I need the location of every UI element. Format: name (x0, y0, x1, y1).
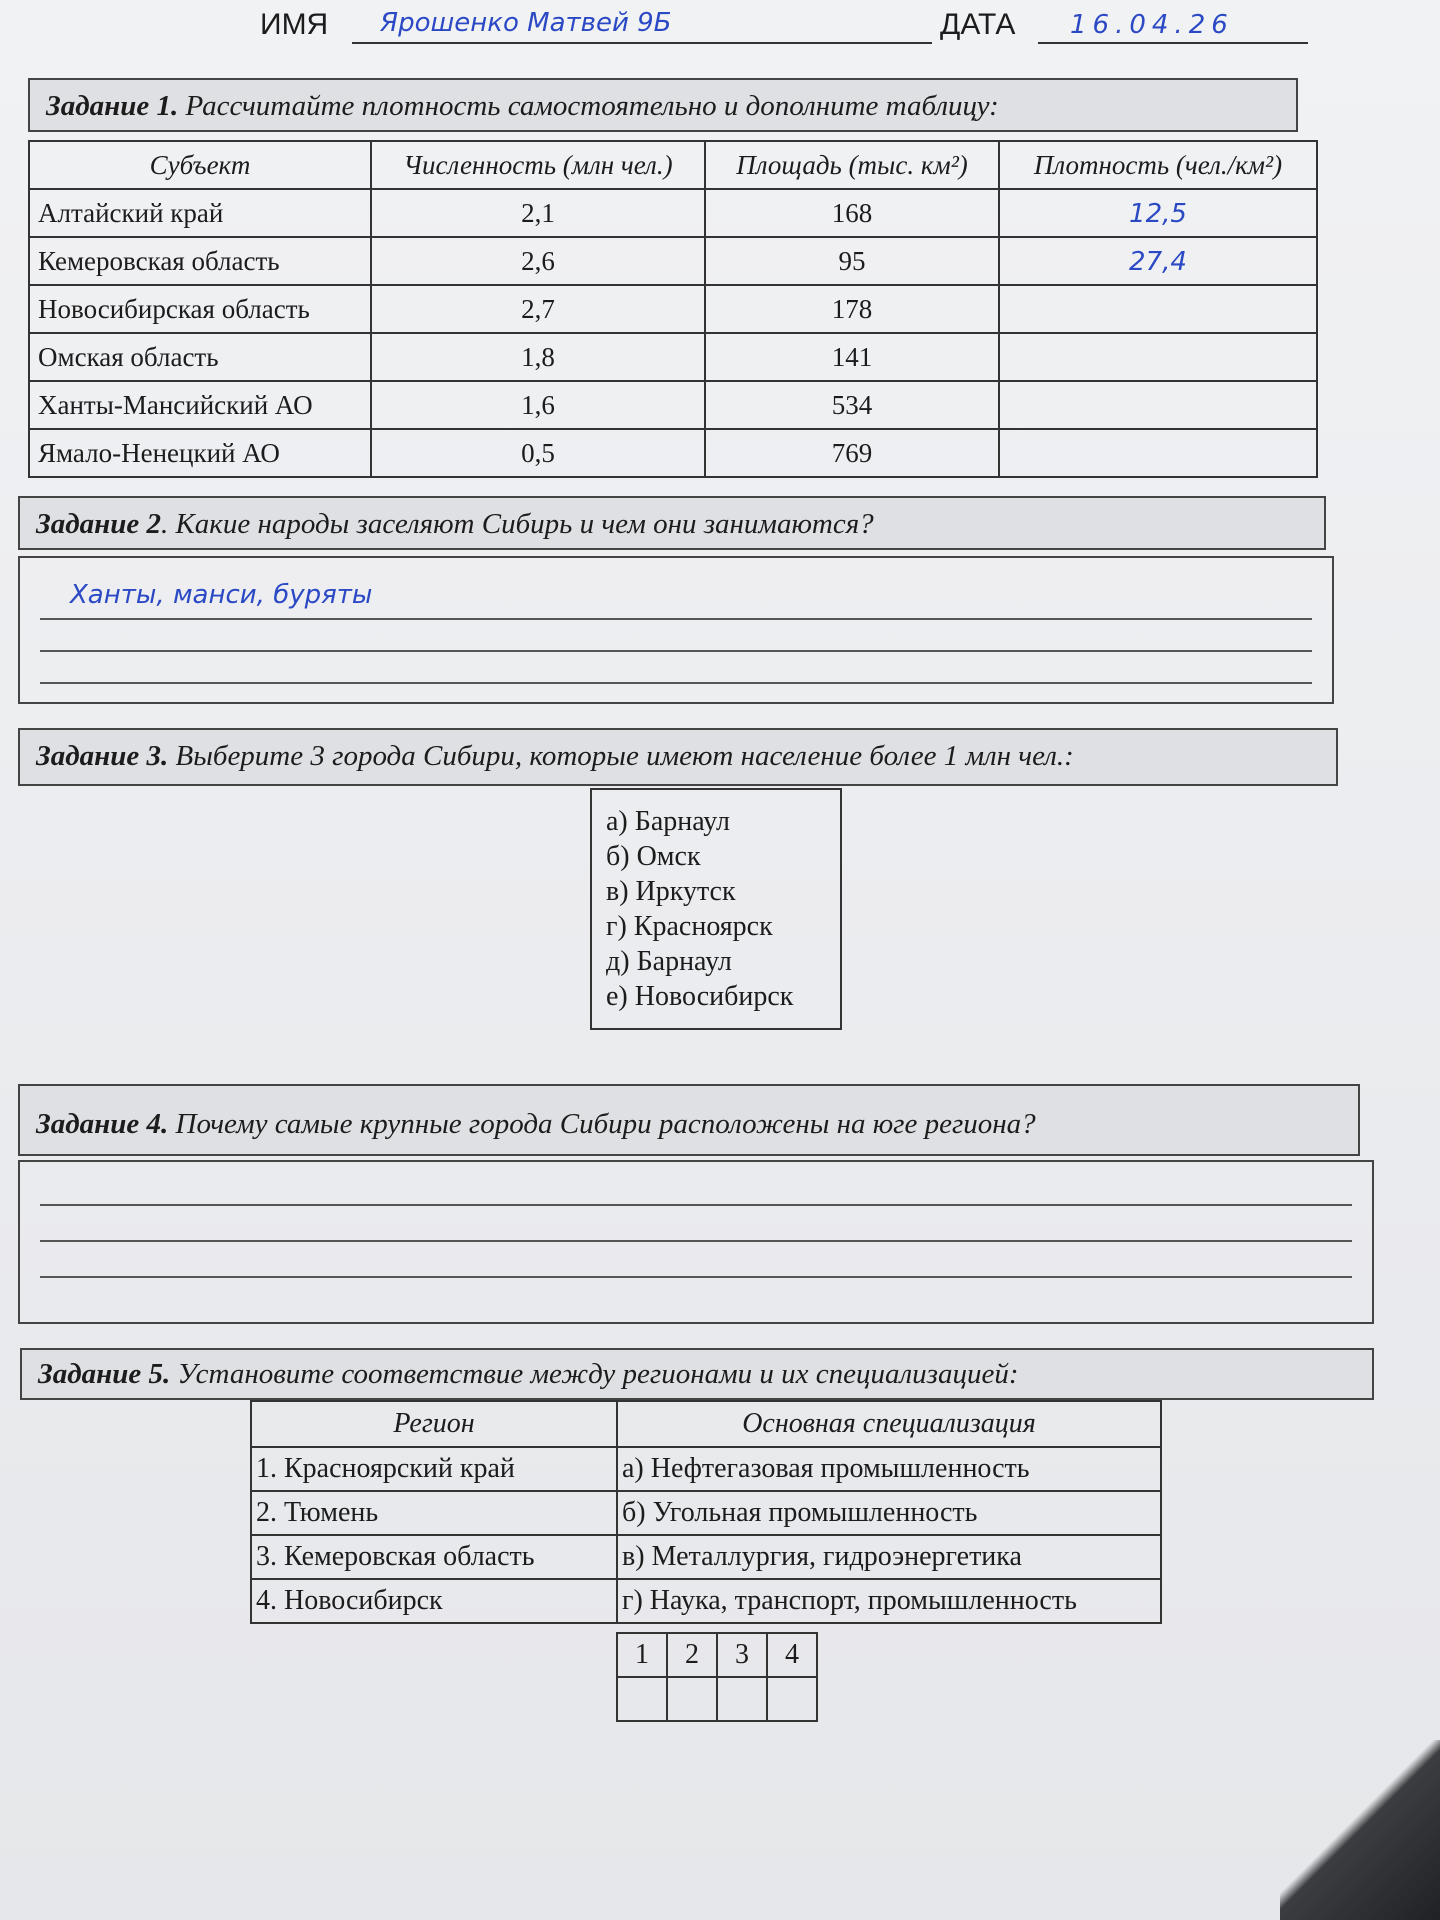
table-row (29, 381, 1317, 429)
specialization-cell: а) Нефтегазовая промышленность (617, 1447, 1161, 1491)
answer-grid-number: 2 (667, 1633, 717, 1677)
area-cell: 178 (705, 285, 999, 333)
table-header-row (29, 141, 1317, 189)
header (260, 8, 1310, 48)
task4-answer-box[interactable] (18, 1160, 1374, 1324)
answer-grid-number: 1 (617, 1633, 667, 1677)
name-label: ИМЯ (260, 8, 329, 41)
region-cell: 3. Кемеровская область (251, 1535, 617, 1579)
answer-line (40, 682, 1312, 684)
background-corner (1280, 1740, 1440, 1920)
density-handwriting: 27,4 (1129, 246, 1187, 277)
specialization-cell: б) Угольная промышленность (617, 1491, 1161, 1535)
matching-table (250, 1400, 1162, 1624)
area-cell: 534 (705, 381, 999, 429)
table-row (29, 237, 1317, 285)
column-header: Субъект (29, 141, 371, 189)
area-cell: 95 (705, 237, 999, 285)
table-row (29, 285, 1317, 333)
table-row (251, 1535, 1161, 1579)
answer-grid-cell[interactable] (667, 1677, 717, 1721)
task5-text: Установите соответствие между регионами и их специализацией: (170, 1358, 1019, 1390)
density-cell[interactable] (999, 237, 1317, 285)
density-cell[interactable] (999, 429, 1317, 477)
task2-answer-box[interactable] (18, 556, 1334, 704)
region-cell: 1. Красноярский край (251, 1447, 617, 1491)
answer-grid-cell[interactable] (617, 1677, 667, 1721)
density-cell[interactable] (999, 189, 1317, 237)
option-item[interactable]: а) Барнаул (606, 806, 730, 837)
region-cell: 4. Новосибирск (251, 1579, 617, 1623)
specialization-cell: в) Металлургия, гидроэнергетика (617, 1535, 1161, 1579)
task1-number: Задание 1. (46, 90, 179, 122)
table-row (29, 429, 1317, 477)
column-header: Численность (млн чел.) (371, 141, 705, 189)
table-row (251, 1579, 1161, 1623)
date-handwriting: 16.04.26 (1070, 10, 1234, 40)
population-cell: 1,6 (371, 381, 705, 429)
option-item[interactable]: г) Красноярск (606, 911, 773, 942)
table-row (29, 333, 1317, 381)
density-handwriting: 12,5 (1129, 198, 1187, 229)
area-cell: 769 (705, 429, 999, 477)
task1-title (28, 78, 1298, 132)
option-item[interactable]: д) Барнаул (606, 946, 732, 977)
answer-grid (616, 1632, 818, 1722)
specialization-cell: г) Наука, транспорт, промышленность (617, 1579, 1161, 1623)
subject-cell: Ямало-Ненецкий АО (29, 429, 371, 477)
column-header: Регион (251, 1401, 617, 1447)
answer-grid-cell[interactable] (767, 1677, 817, 1721)
table-row (251, 1491, 1161, 1535)
answer-line (40, 650, 1312, 652)
answer-grid-cell[interactable] (717, 1677, 767, 1721)
date-line (1038, 42, 1308, 44)
subject-cell: Кемеровская область (29, 237, 371, 285)
table-header-row (251, 1401, 1161, 1447)
date-label: ДАТА (940, 8, 1016, 41)
region-cell: 2. Тюмень (251, 1491, 617, 1535)
column-header: Площадь (тыс. км²) (705, 141, 999, 189)
subject-cell: Ханты-Мансийский АО (29, 381, 371, 429)
density-cell[interactable] (999, 333, 1317, 381)
answer-grid-number: 3 (717, 1633, 767, 1677)
column-header: Плотность (чел./км²) (999, 141, 1317, 189)
answer-grid-row (617, 1677, 817, 1721)
table-row (29, 189, 1317, 237)
population-cell: 2,7 (371, 285, 705, 333)
answer-grid-header (617, 1633, 817, 1677)
column-header: Основная специализация (617, 1401, 1161, 1447)
task2-number: Задание 2 (36, 508, 161, 540)
task2-text: . Какие народы заселяют Сибирь и чем они занимаются? (161, 508, 874, 540)
area-cell: 141 (705, 333, 999, 381)
task3-number: Задание 3. (36, 740, 169, 772)
task3-title (18, 728, 1338, 786)
task1-text: Рассчитайте плотность самостоятельно и дополните таблицу: (178, 90, 999, 122)
task2-handwriting: Ханты, манси, буряты (70, 580, 373, 610)
option-item[interactable]: е) Новосибирск (606, 981, 794, 1012)
task3-text: Выберите 3 города Сибири, которые имеют население более 1 млн чел.: (168, 740, 1074, 772)
subject-cell: Новосибирская область (29, 285, 371, 333)
task2-title (18, 496, 1326, 550)
task5-number: Задание 5. (38, 1358, 171, 1390)
task4-title (18, 1084, 1360, 1156)
option-item[interactable]: в) Иркутск (606, 876, 736, 907)
answer-grid-number: 4 (767, 1633, 817, 1677)
area-cell: 168 (705, 189, 999, 237)
density-cell[interactable] (999, 381, 1317, 429)
table-row (251, 1447, 1161, 1491)
population-cell: 1,8 (371, 333, 705, 381)
subject-cell: Омская область (29, 333, 371, 381)
answer-line (40, 1240, 1352, 1242)
answer-line (40, 618, 1312, 620)
density-cell[interactable] (999, 285, 1317, 333)
population-cell: 2,1 (371, 189, 705, 237)
task4-text: Почему самые крупные города Сибири расположены на юге региона? (168, 1108, 1036, 1140)
name-handwriting: Ярошенко Матвей 9Б (380, 8, 672, 38)
answer-line (40, 1204, 1352, 1206)
population-cell: 2,6 (371, 237, 705, 285)
name-line (352, 42, 932, 44)
option-item[interactable]: б) Омск (606, 841, 701, 872)
city-options-box (590, 788, 842, 1030)
answer-line (40, 1276, 1352, 1278)
subject-cell: Алтайский край (29, 189, 371, 237)
density-table (28, 140, 1318, 478)
task4-number: Задание 4. (36, 1108, 169, 1140)
population-cell: 0,5 (371, 429, 705, 477)
task5-title (20, 1348, 1374, 1400)
